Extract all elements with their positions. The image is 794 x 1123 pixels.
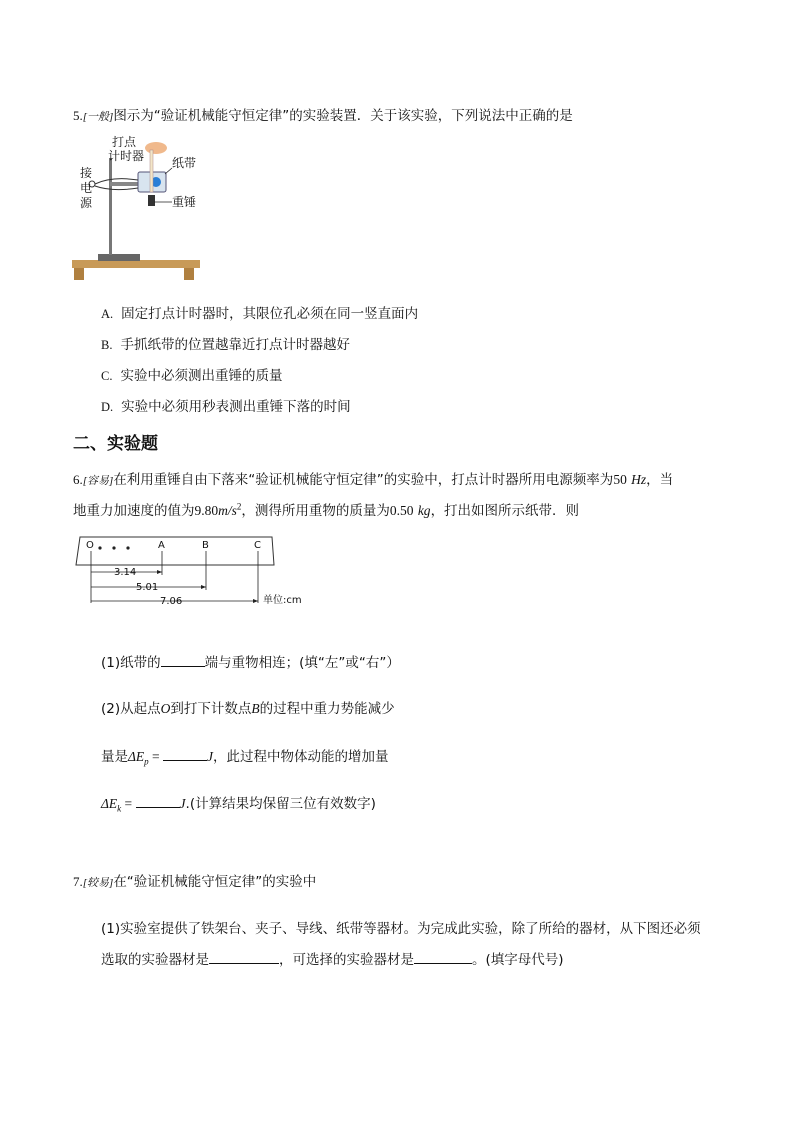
q6-line2-mid: ，测得所用重物的质量为 bbox=[241, 503, 390, 519]
label-timer-1: 打点 bbox=[112, 135, 137, 149]
q7-sub1-text: 选取的实验器材是 bbox=[101, 952, 209, 968]
unit-label: 单位:cm bbox=[263, 595, 302, 606]
q6-sub3 bbox=[101, 745, 389, 767]
distance-oc: 7.06 bbox=[160, 596, 183, 607]
delta-ep-subscript: p bbox=[144, 756, 149, 767]
option-a-text: 固定打点计时器时，其限位孔必须在同一竖直面内 bbox=[121, 306, 419, 322]
q6-sub1 bbox=[101, 651, 400, 671]
q6-sub1-text: (1)纸带的 bbox=[101, 655, 161, 671]
point-label-c: C bbox=[254, 540, 261, 551]
equals-sign: = bbox=[121, 796, 136, 811]
delta-ek-subscript: k bbox=[117, 803, 122, 814]
q5-stem-line bbox=[73, 104, 573, 124]
answer-blank-2[interactable] bbox=[163, 748, 207, 761]
stand-base bbox=[98, 254, 140, 261]
label-tape: 纸带 bbox=[172, 156, 197, 170]
option-b-letter: B. bbox=[101, 338, 113, 352]
tape-dot bbox=[126, 546, 129, 549]
unit-joule: J bbox=[179, 796, 186, 811]
option-c[interactable] bbox=[101, 364, 282, 384]
q6-number: 6. bbox=[73, 472, 83, 487]
equals-sign: = bbox=[148, 749, 164, 764]
label-power-1: 接 bbox=[80, 166, 93, 180]
q5-difficulty-tag: [一般] bbox=[82, 111, 114, 123]
q6-g-value: 9.80 bbox=[194, 503, 219, 518]
label-timer-2: 计时器 bbox=[108, 149, 145, 163]
q7-number: 7. bbox=[73, 874, 83, 889]
table-top bbox=[72, 260, 200, 268]
option-c-letter: C. bbox=[101, 369, 113, 383]
unit-joule: J bbox=[207, 749, 214, 764]
tape-outline bbox=[76, 537, 274, 565]
hand-icon bbox=[145, 142, 167, 154]
answer-blank-1[interactable] bbox=[161, 654, 205, 667]
point-label-a: A bbox=[158, 540, 165, 551]
q6-line1-text: 在利用重锤自由下落来“验证机械能守恒定律”的实验中，打点计时器所用电源频率为 bbox=[113, 472, 614, 488]
q6-sub2 bbox=[101, 697, 395, 717]
q6-sub4 bbox=[101, 792, 376, 814]
q7-sub1-mid: ，可选择的实验器材是 bbox=[279, 952, 414, 968]
weight-block bbox=[148, 195, 155, 206]
point-label-b: B bbox=[202, 540, 209, 551]
q6-line2-end: ，打出如图所示纸带．则 bbox=[430, 503, 580, 519]
table-leg-left bbox=[74, 268, 84, 280]
q6-m-value: 0.50 bbox=[389, 503, 414, 518]
point-label-o: O bbox=[86, 540, 94, 551]
q5-stem: 图示为“验证机械能守恒定律”的实验装置．关于该实验，下列说法中正确的是 bbox=[113, 108, 573, 124]
q7-difficulty-tag: [较易] bbox=[82, 877, 114, 889]
q7-stem: 在“验证机械能守恒定律”的实验中 bbox=[113, 874, 317, 890]
q6-sub2-mid: 到打下计数点 bbox=[170, 701, 252, 717]
q6-freq-value: 50 bbox=[613, 472, 627, 487]
table-leg-right bbox=[184, 268, 194, 280]
q6-sub2-end: 的过程中重力势能减少 bbox=[259, 701, 395, 717]
option-a[interactable] bbox=[101, 302, 418, 322]
q6-g-exp: 2 bbox=[236, 501, 242, 512]
tape-dot bbox=[112, 546, 115, 549]
q5-number: 5. bbox=[73, 108, 83, 123]
q7-sub1-end: 。(填字母代号) bbox=[472, 952, 564, 968]
label-power-2: 电 bbox=[80, 181, 93, 195]
option-d[interactable] bbox=[101, 395, 351, 415]
option-b[interactable] bbox=[101, 333, 350, 353]
distance-ob: 5.01 bbox=[136, 582, 159, 593]
answer-blank-4[interactable] bbox=[209, 951, 279, 964]
q6-line1 bbox=[73, 468, 673, 488]
option-a-letter: A. bbox=[101, 307, 114, 321]
q6-sub2-text: (2)从起点 bbox=[101, 701, 161, 717]
option-d-text: 实验中必须用秒表测出重锤下落的时间 bbox=[121, 399, 351, 415]
label-weight: 重锤 bbox=[172, 195, 197, 209]
q6-line1-end: ，当 bbox=[646, 472, 674, 488]
q6-difficulty-tag: [容易] bbox=[82, 475, 114, 487]
q6-sub3-text: 量是 bbox=[101, 749, 128, 765]
section-title: 二、实验题 bbox=[73, 434, 158, 454]
stand-rod bbox=[109, 158, 112, 255]
q6-line2-text: 地重力加速度的值为 bbox=[73, 503, 195, 519]
apparatus-figure bbox=[72, 128, 202, 280]
q7-sub1-line2 bbox=[101, 948, 564, 968]
distance-oa: 3.14 bbox=[114, 567, 137, 578]
option-b-text: 手抓纸带的位置越靠近打点计时器越好 bbox=[120, 337, 350, 353]
q6-sub1-hint: 端与重物相连；(填“左”或“右”） bbox=[204, 655, 400, 671]
paper-tape bbox=[150, 150, 153, 192]
answer-blank-5[interactable] bbox=[414, 951, 472, 964]
q6-g-unit: m/s bbox=[218, 503, 237, 518]
delta-ep-symbol: ΔE bbox=[128, 749, 145, 764]
point-b-symbol: B bbox=[251, 701, 260, 716]
q7-sub1-line1: (1)实验室提供了铁架台、夹子、导线、纸带等器材。为完成此实验，除了所给的器材，从下图还必须 bbox=[101, 921, 701, 937]
q6-freq-unit: Hz bbox=[631, 472, 647, 487]
label-power-3: 源 bbox=[80, 196, 93, 210]
q6-m-unit: kg bbox=[417, 503, 431, 518]
q6-line2 bbox=[73, 499, 579, 519]
q6-sub4-end: .(计算结果均保留三位有效数字) bbox=[185, 796, 376, 812]
option-d-letter: D. bbox=[101, 400, 114, 414]
q6-sub3-end: ，此过程中物体动能的增加量 bbox=[213, 749, 389, 765]
tape-dot bbox=[98, 546, 101, 549]
q7-stem-line bbox=[73, 870, 316, 890]
answer-blank-3[interactable] bbox=[136, 795, 180, 808]
wire bbox=[95, 186, 138, 190]
point-o-symbol: O bbox=[160, 701, 171, 716]
delta-ek-symbol: ΔE bbox=[101, 796, 118, 811]
option-c-text: 实验中必须测出重锤的质量 bbox=[120, 368, 283, 384]
tape-figure bbox=[74, 535, 324, 615]
